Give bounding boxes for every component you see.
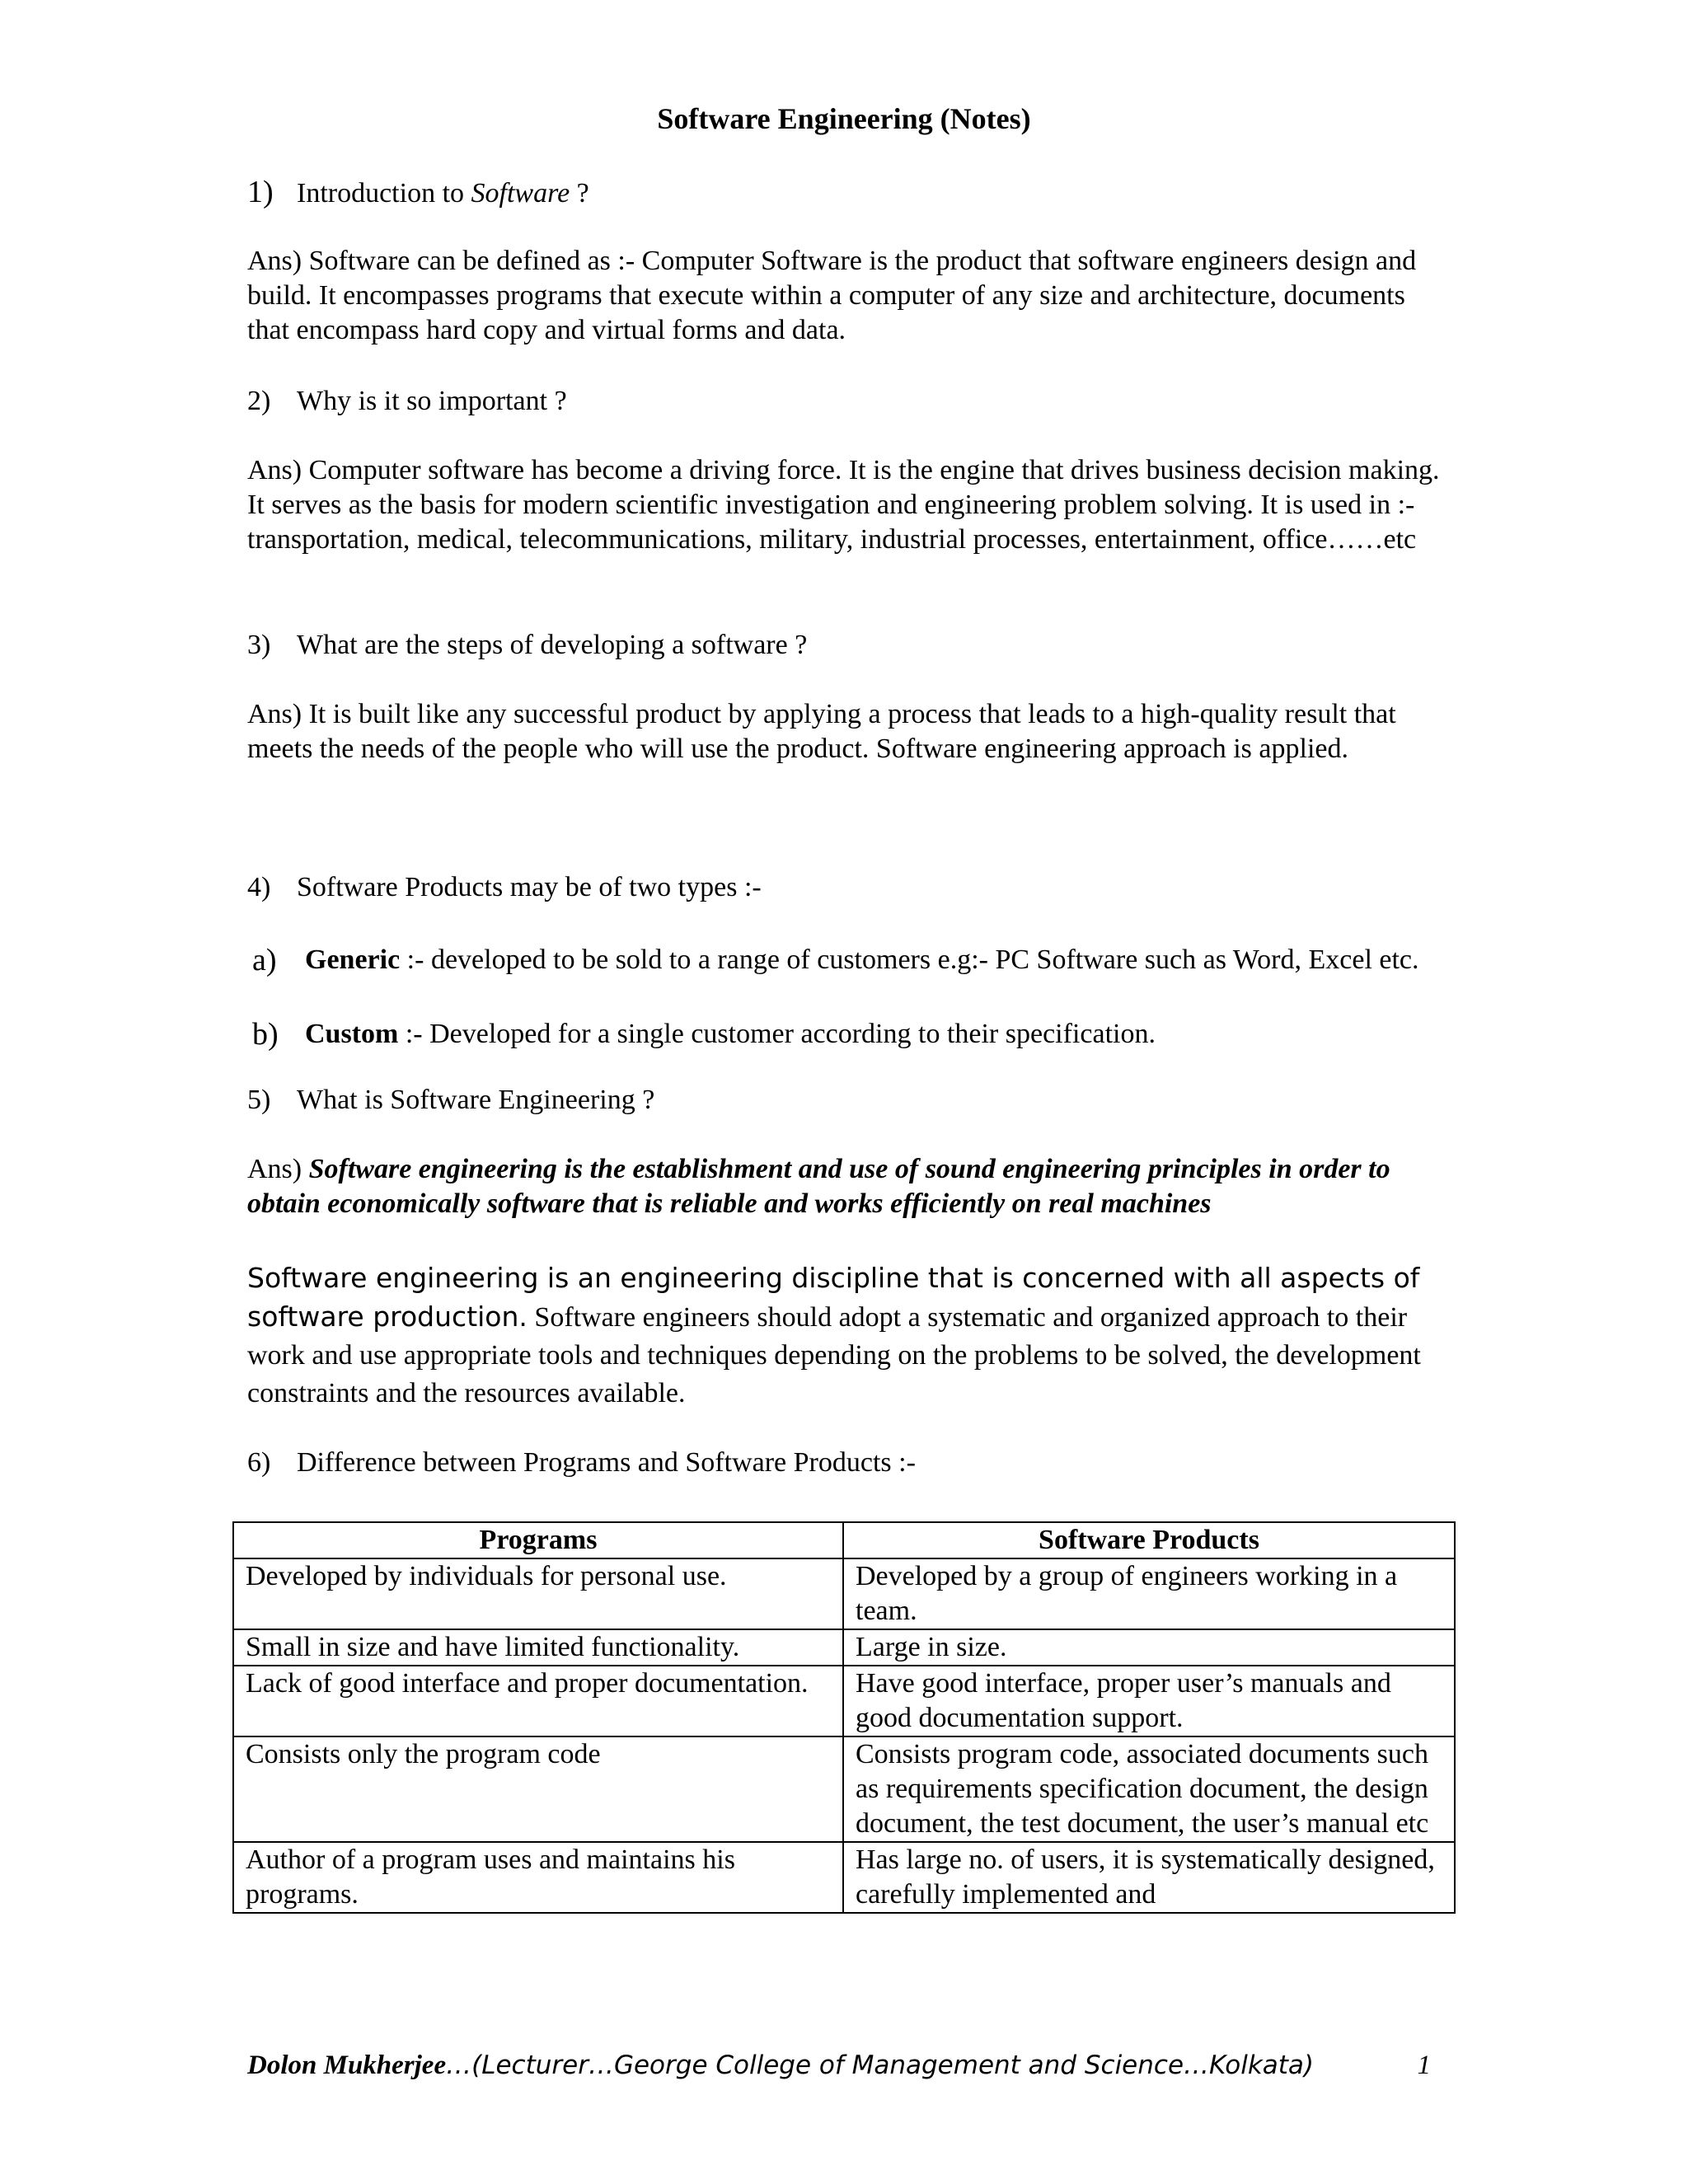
table-cell: Developed by a group of engineers working in a team.: [843, 1558, 1455, 1629]
list-desc: :- developed to be sold to a range of customers e.g:- PC Software such as Word, Excel etc.: [400, 944, 1419, 975]
page-title: Software Engineering (Notes): [657, 102, 1031, 135]
answer-prefix: Ans): [247, 1154, 309, 1184]
list-item-content: [305, 1017, 1439, 1052]
table-cell: Have good interface, proper user’s manuals and good documentation support.: [843, 1666, 1455, 1736]
question-text: Why is it so important ?: [297, 386, 567, 416]
question-number: 6): [247, 1447, 271, 1478]
table-row: [233, 1736, 1455, 1842]
list-term: Generic: [305, 944, 401, 975]
question-end: ?: [570, 178, 589, 209]
question-number: 2): [247, 386, 271, 416]
table-cell: Author of a program uses and maintains his programs.: [233, 1842, 843, 1913]
footer-author: Dolon Mukherjee: [247, 2050, 447, 2080]
table-cell: Large in size.: [843, 1629, 1455, 1666]
table-cell: Has large no. of users, it is systematically designed, carefully implemented and: [843, 1842, 1455, 1913]
answer-2: Ans) Computer software has become a driving force. It is the engine that drives business decision making. It serves as the basis for modern scientific investigation and engineering problem solving. It is used in :- transportation, medical, telecommunications, military, industrial processes, entertainment, office……etc: [247, 455, 1440, 555]
paragraph-lead: Software engineering is an engineering discipline that is concerned with all aspects of software production.: [247, 1262, 1420, 1333]
table-header-row: [233, 1522, 1455, 1558]
question-6: [247, 1446, 1451, 1480]
paragraph-rest: Software engineers should adopt a systematic and organized approach to their work and use appropriate tools and techniques depending on the problems to be solved, the development constraints and the resources available.: [247, 1302, 1421, 1408]
question-text: What are the steps of developing a software ?: [297, 630, 808, 660]
table-row: [233, 1629, 1455, 1666]
question-text: What is Software Engineering ?: [297, 1085, 655, 1115]
list-item-generic: [252, 943, 1439, 977]
table-cell: Consists only the program code: [233, 1736, 843, 1842]
definition-text: Software engineering is the establishment and use of sound engineering principles in order to obtain economically software that is reliable and works efficiently on real machines: [247, 1154, 1390, 1219]
answer-5: [247, 1152, 1451, 1221]
table-cell: Small in size and have limited functionality.: [233, 1629, 843, 1666]
question-number: 3): [247, 630, 271, 660]
answer-1: Ans) Software can be defined as :- Computer Software is the product that software engineers design and build. It encompasses programs that execute within a computer of any size and architecture, documents that encompass hard copy and virtual forms and data.: [247, 246, 1417, 345]
list-marker: b): [252, 1017, 279, 1052]
comparison-table: [232, 1521, 1456, 1914]
table-cell: Lack of good interface and proper documentation.: [233, 1666, 843, 1736]
question-4: [247, 870, 1451, 905]
question-text: Software Products may be of two types :-: [297, 872, 762, 902]
question-5: [247, 1083, 1451, 1118]
header-programs: Programs: [233, 1522, 843, 1558]
list-desc: :- Developed for a single customer according to their specification.: [398, 1019, 1156, 1049]
question-text: Introduction to: [297, 178, 471, 209]
list-term: Custom: [305, 1019, 399, 1049]
page-number: 1: [1417, 2050, 1431, 2080]
question-text: Difference between Programs and Software Products :-: [297, 1447, 916, 1478]
list-item-content: [305, 943, 1439, 977]
footer-affiliation: …(Lecturer…George College of Management and Science…Kolkata): [446, 2050, 1315, 2080]
question-emphasis: Software: [471, 178, 570, 209]
question-number: 5): [247, 1085, 271, 1115]
question-number: 1): [247, 175, 274, 209]
question-number: 4): [247, 872, 271, 902]
table-row: [233, 1666, 1455, 1736]
list-item-custom: [252, 1017, 1439, 1052]
answer-3: Ans) It is built like any successful product by applying a process that leads to a high-quality result that meets the needs of the people who will use the product. Software engineering approach is applied.: [247, 699, 1396, 764]
question-1: [247, 175, 1451, 211]
table-cell: Developed by individuals for personal use.: [233, 1558, 843, 1629]
question-3: [247, 628, 1451, 663]
page-footer: [247, 2047, 1451, 2083]
paragraph-software-engineering: [247, 1259, 1451, 1413]
table-cell: Consists program code, associated documents such as requirements specification document, the design document, the test document, the user’s manual etc: [843, 1736, 1455, 1842]
header-software-products: Software Products: [843, 1522, 1455, 1558]
table-row: [233, 1558, 1455, 1629]
question-2: [247, 384, 1451, 419]
table-row: [233, 1842, 1455, 1913]
list-marker: a): [252, 943, 277, 977]
